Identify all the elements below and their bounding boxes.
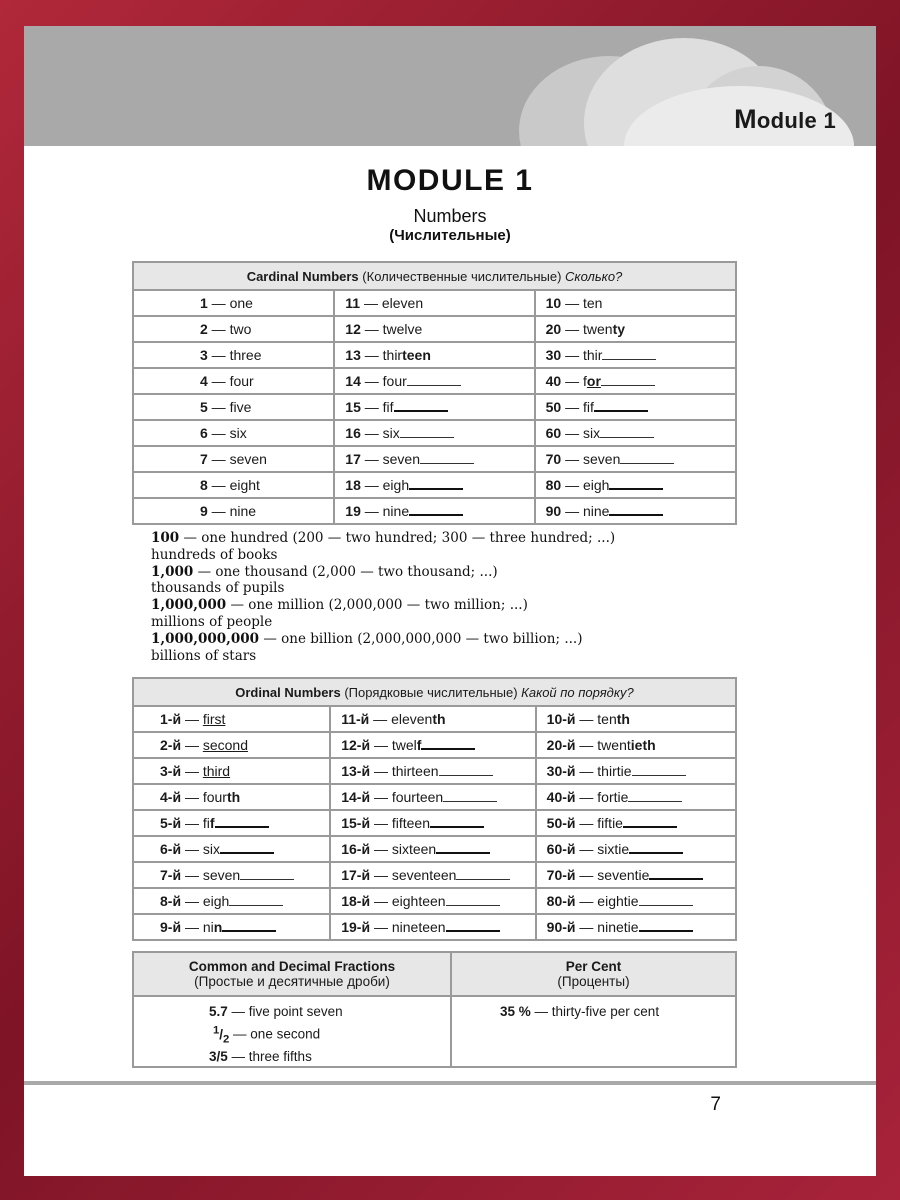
cardinal-cell: 5 — five — [133, 394, 334, 420]
ordinal-cell: 9-й — nin — [133, 914, 330, 940]
blank-line — [609, 504, 663, 516]
word: one — [229, 295, 253, 311]
number-label: 11-й — [341, 711, 370, 727]
fraction-line — [209, 1048, 450, 1066]
blank-line — [446, 920, 500, 932]
table-row — [133, 290, 736, 316]
blank-line — [420, 452, 474, 464]
ordinal-heading: Ordinal Numbers (Порядковые числительные) Какой по порядку? — [133, 678, 736, 706]
ordinal-cell: 8-й — eigh — [133, 888, 330, 914]
blank-line — [623, 816, 677, 828]
number-label: 60-й — [546, 841, 576, 857]
word: nine — [229, 503, 257, 519]
ordinal-cell: 3-й — third — [133, 758, 330, 784]
ordinal-cell: 16-й — sixteen — [330, 836, 535, 862]
large-numbers-list — [151, 530, 615, 664]
cardinal-cell: 4 — four — [133, 368, 334, 394]
number-line — [151, 597, 615, 614]
number-label: 80-й — [546, 893, 576, 909]
number-text: — one million (2,000,000 — two million; ...) — [226, 597, 528, 614]
word-underlined: or — [586, 373, 601, 389]
number-line — [151, 580, 615, 597]
ordinal-cell: 90-й — ninetie — [536, 914, 736, 940]
number-label: 9-й — [160, 919, 182, 935]
word: fif — [583, 399, 594, 415]
large-number: 1,000,000 — [151, 597, 227, 614]
number-label: 2 — [200, 321, 208, 337]
number-label: 1-й — [160, 711, 182, 727]
numerator: 1 — [213, 1024, 220, 1036]
blank-line — [639, 894, 693, 906]
number-label: 17 — [345, 451, 361, 467]
blank-line — [220, 842, 274, 854]
fraction-value: 3/5 — [209, 1049, 228, 1065]
footer-divider — [24, 1081, 876, 1085]
word: four — [382, 373, 407, 389]
blank-line — [639, 920, 693, 932]
table-row — [133, 342, 736, 368]
number-label: 16-й — [341, 841, 371, 857]
book-page — [24, 26, 876, 1176]
number-line — [151, 648, 615, 665]
number-label: 90 — [545, 503, 562, 519]
fraction-value — [209, 1024, 230, 1046]
blank-line — [394, 400, 448, 412]
number-label: 18-й — [341, 893, 371, 909]
blank-line — [421, 738, 475, 750]
number-label: 18 — [345, 477, 361, 493]
number-label: 6 — [200, 425, 208, 441]
word-suffix: f — [209, 815, 215, 831]
ordinal-cell: 50-й — fiftie — [536, 810, 736, 836]
table-row — [133, 446, 736, 472]
blank-line — [600, 426, 654, 438]
number-label: 5 — [200, 399, 208, 415]
cardinal-cell: 2 — two — [133, 316, 334, 342]
number-label: 19-й — [341, 919, 371, 935]
ordinal-cell: 20-й — twentieth — [536, 732, 736, 758]
number-label: 14-й — [341, 789, 371, 805]
ordinal-cell: 13-й — thirteen — [330, 758, 535, 784]
word: twen — [583, 321, 613, 337]
ordinal-cell: 14-й — fourteen — [330, 784, 535, 810]
number-label: 8-й — [160, 893, 182, 909]
number-label: 70 — [545, 451, 562, 467]
section-title: Numbers — [413, 206, 487, 226]
ordinal-cell: 10-й — tenth — [536, 706, 736, 732]
number-label: 3-й — [160, 763, 182, 779]
word: eightie — [597, 893, 639, 909]
word: six — [583, 425, 601, 441]
word: fourteen — [391, 789, 444, 805]
number-label: 14 — [345, 373, 361, 389]
table-row — [133, 420, 736, 446]
number-text: thousands of pupils — [151, 580, 285, 597]
table-row — [133, 472, 736, 498]
word-suffix: th — [226, 789, 241, 805]
blank-line — [446, 894, 500, 906]
fractions-cell — [133, 996, 451, 1067]
cardinal-cell: 14 — four — [334, 368, 534, 394]
number-label: 7 — [200, 451, 208, 467]
cardinal-cell: 1 — one — [133, 290, 334, 316]
fraction-line — [209, 1021, 450, 1048]
cardinal-cell: 60 — six — [535, 420, 736, 446]
word: twel — [391, 737, 417, 753]
number-label: 7-й — [160, 867, 182, 883]
number-label: 50 — [545, 399, 562, 415]
word-underlined: first — [202, 711, 226, 727]
cardinal-cell: 50 — fif — [535, 394, 736, 420]
word-suffix: f — [416, 737, 422, 753]
blank-line — [632, 764, 686, 776]
number-label: 80 — [545, 477, 562, 493]
word: four — [229, 373, 254, 389]
cardinal-cell: 90 — nine — [535, 498, 736, 524]
word: seventie — [597, 867, 650, 883]
cardinal-cell: 15 — fif — [334, 394, 534, 420]
ordinal-cell: 6-й — six — [133, 836, 330, 862]
number-label: 16 — [345, 425, 361, 441]
word: fif — [382, 399, 394, 415]
number-line — [151, 547, 615, 564]
number-text: — one hundred (200 — two hundred; 300 — three hundred; ...) — [179, 530, 616, 546]
word: nine — [583, 503, 610, 519]
word: twelve — [382, 321, 423, 337]
ordinal-cell: 70-й — seventie — [536, 862, 736, 888]
table-row — [133, 316, 736, 342]
ordinal-cell: 7-й — seven — [133, 862, 330, 888]
word: thir — [583, 347, 603, 363]
number-label: 15 — [345, 399, 361, 415]
cardinal-heading: Cardinal Numbers (Количественные числительные) Сколько? — [133, 262, 736, 290]
number-line — [151, 530, 615, 547]
blank-line — [439, 764, 493, 776]
number-label: 12 — [345, 321, 361, 337]
blank-line — [609, 478, 663, 490]
number-text: millions of people — [151, 613, 273, 630]
denominator: 2 — [223, 1033, 230, 1046]
cardinal-cell: 13 — thirteen — [334, 342, 534, 368]
number-label: 10 — [545, 295, 562, 311]
word: sixtie — [597, 841, 630, 857]
word: seven — [583, 451, 621, 467]
word-underlined: second — [202, 737, 248, 753]
ordinal-cell: 30-й — thirtie — [536, 758, 736, 784]
table-row — [133, 368, 736, 394]
percent-cell: 35 % — thirty-five per cent — [451, 996, 736, 1067]
fraction-text: — three fifths — [227, 1049, 312, 1065]
word: f — [583, 373, 587, 389]
word: ninetie — [597, 919, 639, 935]
fraction-line — [209, 1003, 450, 1021]
blank-line — [602, 348, 656, 360]
number-label: 4 — [200, 373, 208, 389]
cardinal-cell: 10 — ten — [535, 290, 736, 316]
word: twent — [597, 737, 631, 753]
ordinal-cell: 12-й — twelf — [330, 732, 535, 758]
cardinal-cell: 8 — eight — [133, 472, 334, 498]
number-label: 40-й — [546, 789, 576, 805]
word-underlined: third — [202, 763, 231, 779]
word: eighteen — [391, 893, 446, 909]
large-number: 1,000 — [151, 563, 194, 580]
table-row — [133, 836, 736, 862]
fraction-text: — one second — [229, 1026, 321, 1042]
fractions-table — [132, 951, 737, 1068]
cardinal-cell: 12 — twelve — [334, 316, 534, 342]
number-label: 9 — [200, 503, 208, 519]
cardinal-cell: 16 — six — [334, 420, 534, 446]
word: six — [229, 425, 247, 441]
blank-line — [430, 816, 484, 828]
ordinal-cell: 60-й — sixtie — [536, 836, 736, 862]
word: eigh — [202, 893, 230, 909]
word: thir — [382, 347, 403, 363]
word: nine — [382, 503, 410, 519]
ordinal-cell: 5-й — fif — [133, 810, 330, 836]
number-line — [151, 631, 615, 648]
ordinal-cell: 15-й — fifteen — [330, 810, 535, 836]
blank-line — [620, 452, 674, 464]
blank-line — [215, 816, 269, 828]
number-label: 20-й — [546, 737, 576, 753]
percent-heading: Per Cent (Проценты) — [451, 952, 736, 996]
number-line — [151, 564, 615, 581]
fraction-value: 5.7 — [209, 1004, 228, 1019]
number-label: 17-й — [341, 867, 371, 883]
cardinal-cell: 70 — seven — [535, 446, 736, 472]
cardinal-cell: 11 — eleven — [334, 290, 534, 316]
blank-line — [629, 842, 683, 854]
word: ni — [202, 919, 214, 935]
ordinal-cell: 4-й — fourth — [133, 784, 330, 810]
word: eleven — [391, 711, 433, 727]
word-suffix: th — [432, 711, 446, 727]
blank-line — [240, 868, 294, 880]
number-text: billions of stars — [151, 647, 257, 664]
table-row — [133, 758, 736, 784]
word: sixteen — [391, 841, 437, 857]
cardinal-cell: 17 — seven — [334, 446, 534, 472]
number-label: 60 — [545, 425, 562, 441]
word-suffix: teen — [402, 347, 431, 363]
blank-line — [628, 790, 682, 802]
table-row — [133, 888, 736, 914]
number-label: 2-й — [160, 737, 182, 753]
number-label: 30 — [545, 347, 562, 363]
word: fifteen — [391, 815, 430, 831]
section-title-ru: (Числительные) — [389, 227, 511, 244]
cardinal-cell: 19 — nine — [334, 498, 534, 524]
word: nineteen — [391, 919, 446, 935]
cardinal-numbers-table — [132, 261, 737, 525]
module-tag: Module 1 — [734, 104, 836, 134]
word: eight — [229, 477, 260, 493]
blank-line — [222, 920, 276, 932]
word: thirteen — [391, 763, 439, 779]
ordinal-cell: 2-й — second — [133, 732, 330, 758]
cardinal-cell: 3 — three — [133, 342, 334, 368]
blank-line — [436, 842, 490, 854]
blank-line — [409, 478, 463, 490]
word: seven — [229, 451, 267, 467]
word: six — [382, 425, 400, 441]
word: seven — [202, 867, 241, 883]
blank-line — [443, 790, 497, 802]
ordinal-numbers-table — [132, 677, 737, 941]
number-label: 3 — [200, 347, 208, 363]
number-label: 90-й — [546, 919, 576, 935]
number-text: — one thousand (2,000 — two thousand; ...) — [193, 563, 498, 580]
blank-line — [400, 426, 454, 438]
cardinal-cell: 9 — nine — [133, 498, 334, 524]
number-label: 15-й — [341, 815, 371, 831]
word: eigh — [382, 477, 410, 493]
word-suffix: th — [616, 711, 630, 727]
number-label: 19 — [345, 503, 361, 519]
ordinal-cell: 80-й — eightie — [536, 888, 736, 914]
large-number: 1,000,000,000 — [151, 630, 260, 647]
table-row — [133, 810, 736, 836]
ordinal-cell: 40-й — fortie — [536, 784, 736, 810]
word: fortie — [597, 789, 629, 805]
blank-line — [229, 894, 283, 906]
ordinal-cell: 17-й — seventeen — [330, 862, 535, 888]
word: three — [229, 347, 262, 363]
table-row — [133, 498, 736, 524]
word-suffix: ty — [612, 321, 626, 337]
number-label: 4-й — [160, 789, 182, 805]
large-number: 100 — [151, 530, 180, 546]
ordinal-cell: 19-й — nineteen — [330, 914, 535, 940]
ordinal-cell: 1-й — first — [133, 706, 330, 732]
word: eleven — [381, 295, 424, 311]
word: fiftie — [597, 815, 623, 831]
number-label: 30-й — [546, 763, 576, 779]
table-row — [133, 732, 736, 758]
word: thirtie — [597, 763, 632, 779]
number-label: 20 — [545, 321, 562, 337]
blank-line — [601, 374, 655, 386]
cardinal-cell: 7 — seven — [133, 446, 334, 472]
fraction-slash: / — [219, 1026, 224, 1042]
number-label: 50-й — [546, 815, 576, 831]
number-label: 70-й — [546, 867, 576, 883]
ordinal-cell: 11-й — eleventh — [330, 706, 535, 732]
cardinal-cell: 18 — eigh — [334, 472, 534, 498]
word: fi — [202, 815, 210, 831]
word: five — [229, 399, 252, 415]
cardinal-cell: 6 — six — [133, 420, 334, 446]
number-label: 6-й — [160, 841, 182, 857]
page-title: MODULE 1 — [366, 164, 534, 197]
table-row — [133, 784, 736, 810]
word: ten — [583, 295, 603, 311]
cardinal-cell: 40 — for — [535, 368, 736, 394]
blank-line — [649, 868, 703, 880]
word: two — [229, 321, 252, 337]
blank-line — [409, 504, 463, 516]
table-row — [133, 706, 736, 732]
word: four — [202, 789, 227, 805]
number-text: hundreds of books — [151, 546, 278, 563]
cardinal-cell: 80 — eigh — [535, 472, 736, 498]
number-label: 40 — [545, 373, 562, 389]
number-label: 5-й — [160, 815, 182, 831]
number-label: 11 — [345, 295, 361, 311]
blank-line — [594, 400, 648, 412]
number-label: 8 — [200, 477, 208, 493]
page-number: 7 — [710, 1094, 721, 1115]
number-label: 1 — [200, 295, 208, 311]
blank-line — [456, 868, 510, 880]
number-label: 10-й — [546, 711, 576, 727]
cardinal-cell: 20 — twenty — [535, 316, 736, 342]
word: six — [202, 841, 220, 857]
number-label: 12-й — [341, 737, 371, 753]
number-label: 13-й — [341, 763, 371, 779]
word: seventeen — [391, 867, 457, 883]
number-label: 13 — [345, 347, 361, 363]
cardinal-cell: 30 — thir — [535, 342, 736, 368]
blank-line — [407, 374, 461, 386]
word: eigh — [583, 477, 610, 493]
number-line — [151, 614, 615, 631]
fractions-heading: Common and Decimal Fractions (Простые и десятичные дроби) — [133, 952, 451, 996]
word-suffix: n — [213, 919, 223, 935]
ordinal-cell: 18-й — eighteen — [330, 888, 535, 914]
table-row — [133, 862, 736, 888]
number-text: — one billion (2,000,000,000 — two billion; ...) — [259, 630, 583, 647]
table-row — [133, 914, 736, 940]
word: seven — [382, 451, 420, 467]
word: ten — [597, 711, 617, 727]
page-header — [24, 26, 876, 146]
word-suffix: ieth — [630, 737, 656, 753]
fraction-text: — five point seven — [227, 1004, 343, 1019]
table-row — [133, 394, 736, 420]
